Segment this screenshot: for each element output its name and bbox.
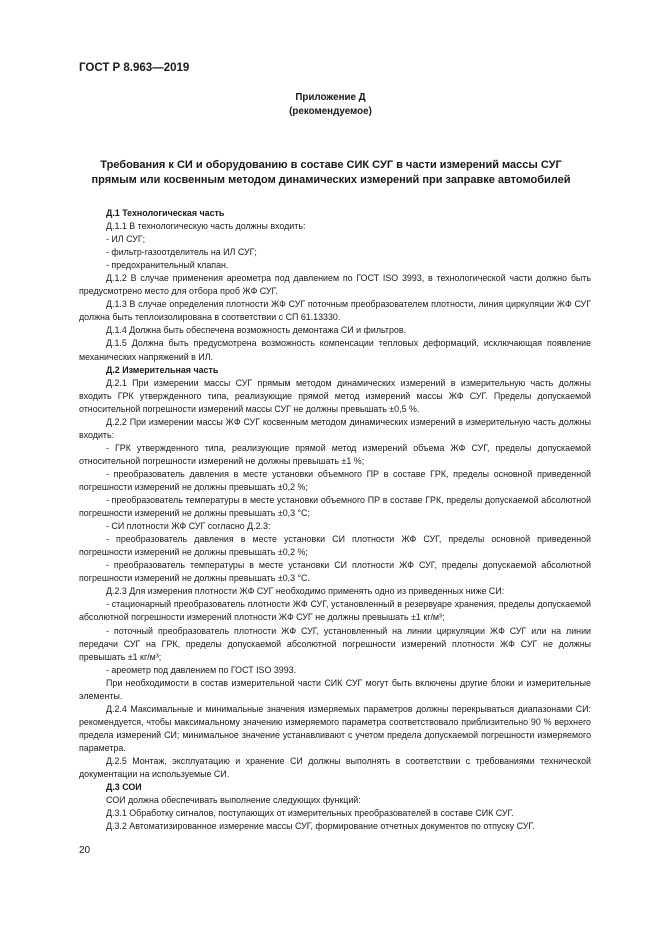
list-item: - СИ плотности ЖФ СУГ согласно Д.2.3: [106, 521, 271, 532]
appendix-status: (рекомендуемое) [289, 106, 372, 117]
paragraph: Д.2.1 При измерении массы СУГ прямым методом динамических измерений в измерительную часть должны входить ГРК утвержденного типа, реализующие прямой метод измерений массы ЖФ СУГ. Пределы допускаемой относительной погрешности измерений массы СУГ не должны превышать ±0,5 %. [79, 377, 591, 414]
list-item: - стационарный преобразователь плотности ЖФ СУГ, установленный в резервуаре хранения, пределы допускаемой абсолютной погрешности измерений плотности ЖФ СУГ не должны превышать ±1 кг/м³; [79, 599, 591, 623]
list-item: - поточный преобразователь плотности ЖФ СУГ, установленный на линии циркуляции ЖФ СУГ или на линии передачи СУГ на ГРК, пределы допускаемой абсолютной погрешности измерений плотности ЖФ СУГ не должны превышать ±1 кг/м³; [79, 625, 591, 662]
paragraph: Д.2.2 При измерении массы ЖФ СУГ косвенным методом динамических измерений в измерительную часть должны входить: [79, 416, 591, 440]
paragraph: Д.1.3 В случае определения плотности ЖФ СУГ поточным преобразователем плотности, линия циркуляции ЖФ СУГ должна быть теплоизолирована в соответствии с СП 61.13330. [79, 299, 591, 323]
paragraph: Д.2.5 Монтаж, эксплуатацию и хранение СИ должны выполнять в соответствии с требованиями технической документации на используемые СИ. [79, 755, 591, 780]
title-line-2: прямым или косвенным методом динамических измерений при заправке автомобилей [91, 174, 571, 186]
document-header: ГОСТ Р 8.963—2019 [79, 62, 190, 74]
section-heading: Д.1 Технологическая часть [106, 208, 225, 218]
paragraph: Д.2.3 Для измерения плотности ЖФ СУГ необходимо применять одно из приведенных ниже СИ: [106, 586, 505, 597]
paragraph: СОИ должна обеспечивать выполнение следующих функций: [106, 795, 361, 806]
list-item: - преобразователь температуры в месте установки объемного ПР в составе ГРК, пределы допускаемой абсолютной погрешности измерений не должны превышать ±0,3 °С; [79, 495, 591, 519]
paragraph: Д.3.1 Обработку сигналов, поступающих от измерительных преобразователей в составе СИК СУГ. [106, 808, 514, 819]
list-item: - ГРК утвержденного типа, реализующие прямой метод измерений объема ЖФ СУГ, пределы допускаемой относительной погрешности измерений не должны превышать ±1 %; [79, 442, 591, 466]
paragraph: Д.1.5 Должна быть предусмотрена возможность компенсации тепловых деформаций, исключающая появление механических напряжений в ИЛ. [79, 338, 591, 362]
paragraph: Д.1.1 В технологическую часть должны входить: [106, 221, 306, 232]
list-item: - фильтр-газоотделитель на ИЛ СУГ; [106, 247, 257, 258]
paragraph: Д.3.2 Автоматизированное измерение массы СУГ, формирование отчетных документов по отпуску СУГ. [106, 821, 535, 832]
list-item: - преобразователь давления в месте установки объемного ПР в составе ГРК, пределы основной приведенной погрешности измерений не должны превышать ±0,2 %; [79, 468, 591, 492]
title-line-1: Требования к СИ и оборудованию в составе СИК СУГ в части измерений массы СУГ [100, 159, 562, 171]
list-item: - преобразователь давления в месте установки СИ плотности ЖФ СУГ, пределы основной приведенной погрешности измерений не должны превышать ±0,2 %; [79, 534, 591, 558]
section-heading: Д.2 Измерительная часть [106, 364, 219, 375]
paragraph: Д.1.2 В случае применения ареометра под давлением по ГОСТ ISO 3993, в технологической части должно быть предусмотрено место для отбора проб ЖФ СУГ. [79, 273, 591, 297]
appendix-title [79, 158, 583, 188]
paragraph: При необходимости в состав измерительной части СИК СУГ могут быть включены другие блоки и измерительные элементы. [79, 677, 591, 701]
paragraph: Д.2.4 Максимальные и минимальные значения измеряемых параметров должны перекрываться диапазонами СИ: рекомендуется, чтобы максимальному значению измеряемого параметра соответствовало приблизительно 90 % верхнего предела измерений СИ; минимальное значение устанавливают с учетом предела допускаемой погрешности измеряемого параметра. [79, 703, 591, 753]
list-item: - ИЛ СУГ; [106, 234, 146, 245]
list-item: - ареометр под давлением по ГОСТ ISO 3993. [106, 664, 297, 675]
section-heading: Д.3 СОИ [106, 782, 142, 793]
paragraph: Д.1.4 Должна быть обеспечена возможность демонтажа СИ и фильтров. [106, 325, 407, 336]
list-item: - преобразователь температуры в месте установки СИ плотности ЖФ СУГ, пределы допускаемой абсолютной погрешности измерений не должны превышать ±0,3 °С. [79, 560, 591, 584]
document-body [79, 207, 591, 833]
page-number: 20 [79, 845, 91, 856]
list-item: - предохранительный клапан. [106, 260, 229, 271]
appendix-label: Приложение Д [295, 92, 366, 103]
